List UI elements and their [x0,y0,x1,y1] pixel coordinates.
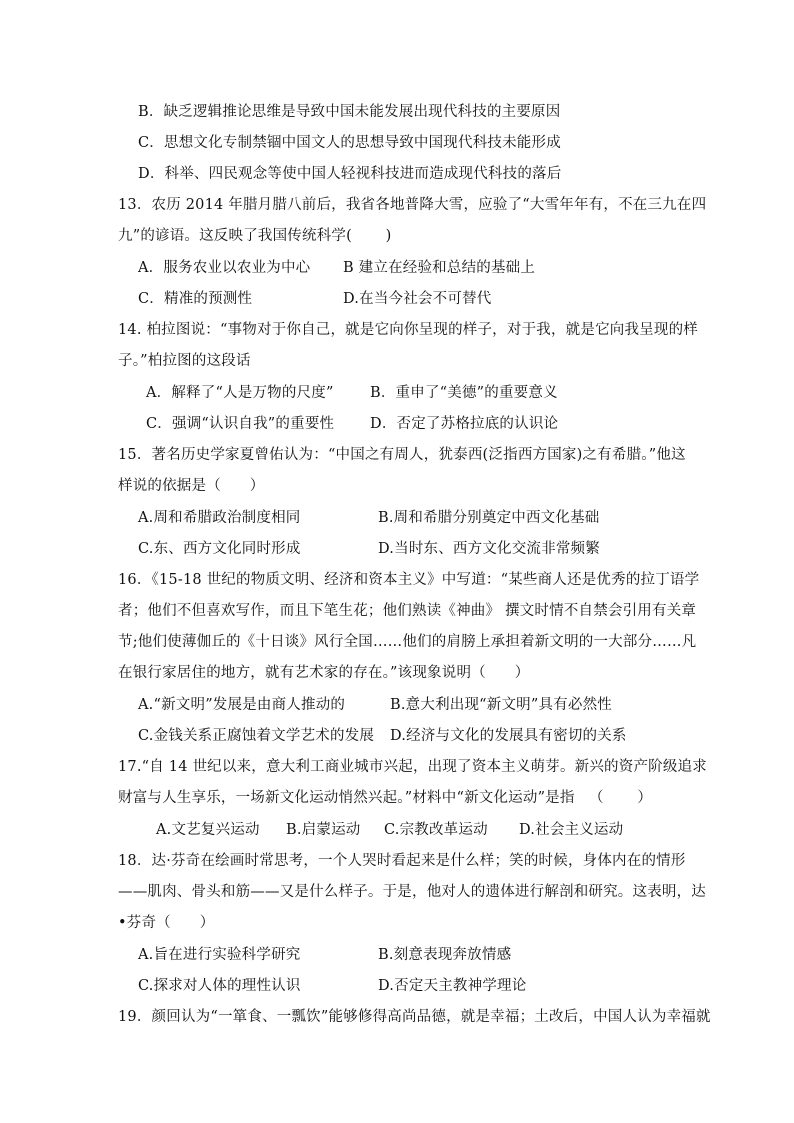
q18-option-b: B.刻意表现奔放情感 [378,947,512,963]
q13-stem-line1: 13．农历 2014 年腊月腊八前后，我省各地普降大雪，应验了“大雪年年有，不在三九在四 [118,197,707,213]
q15-stem-line2: 样说的依据是（ ） [118,478,265,494]
q15-option-d: D.当时东、西方文化交流非常频繁 [378,541,600,557]
q17-stem-line2: 财富与人生享乐，一场新文化运动悄然兴起。”材料中“新文化运动”是指 （ ） [118,790,653,806]
q16-option-d: D.经济与文化的发展具有密切的关系 [390,728,627,744]
q13-option-d: D.在当今社会不可替代 [343,291,492,307]
q12-option-b: B．缺乏逻辑推论思维是导致中国未能发展出现代科技的主要原因 [138,104,561,120]
q14-stem-line2: 子。”柏拉图的这段话 [118,353,251,369]
q17-stem-line1: 17.“自 14 世纪以来，意大利工商业城市兴起，出现了资本主义萌芽。新兴的资产阶级追求 [118,759,707,775]
q17-option-d: D.社会主义运动 [519,822,624,838]
q18-option-d: D.否定天主教神学理论 [378,978,527,994]
q16-stem-line1: 16．《15-18 世纪的物质文明、经济和资本主义》中写道：“某些商人还是优秀的拉丁语学 [118,572,700,588]
q14-option-c: C．强调“认识自我”的重要性 [146,416,335,432]
q15-option-a: A.周和希腊政治制度相同 [138,510,301,526]
q14-option-b: B．重申了“美德”的重要意义 [370,385,558,401]
q18-stem-line3: •芬奇（ ） [118,915,215,931]
q16-option-b: B.意大利出现“新文明”具有必然性 [390,697,612,713]
q16-stem-line4: 在银行家居住的地方，就有艺术家的存在。”该现象说明（ ） [118,665,530,681]
q18-stem-line2: ——肌肉、骨头和筋——又是什么样子。于是，他对人的遗体进行解剖和研究。这表明，达 [118,884,706,900]
q18-option-a: A.旨在进行实验科学研究 [138,947,301,963]
q18-option-c: C.探求对人体的理性认识 [138,978,301,994]
q18-stem-line1: 18．达·芬奇在绘画时常思考，一个人哭时看起来是什么样；笑的时候，身体内在的情形 [118,853,686,869]
q14-option-d: D．否定了苏格拉底的认识论 [370,416,559,432]
q17-option-b: B.启蒙运动 [286,822,361,838]
q15-stem-line1: 15．著名历史学家夏曾佑认为：“中国之有周人，犹泰西(泛指西方国家)之有希腊。”他这 [118,447,686,463]
q14-stem-line1: 14. 柏拉图说：“事物对于你自己，就是它向你呈现的样子，对于我，就是它向我呈现的样 [118,322,698,338]
q13-option-a: A．服务农业以农业为中心 [138,260,311,276]
q13-stem-line2: 九”的谚语。这反映了我国传统科学( ) [118,228,392,244]
q16-stem-line3: 节;他们使薄伽丘的《十日谈》风行全国……他们的肩膀上承担着新文明的一大部分……凡 [118,634,697,650]
q12-option-c: C．思想文化专制禁锢中国文人的思想导致中国现代科技未能形成 [138,135,561,151]
q16-option-c: C.金钱关系正腐蚀着文学艺术的发展 [138,728,375,744]
q17-option-c: C.宗教改革运动 [384,822,488,838]
q16-option-a: A.“新文明”发展是由商人推动的 [138,697,346,713]
q15-option-c: C.东、西方文化同时形成 [138,541,301,557]
q13-option-c: C．精准的预测性 [138,291,253,307]
q12-option-d: D．科举、四民观念等使中国人轻视科技进而造成现代科技的落后 [138,166,562,182]
q13-option-b: B 建立在经验和总结的基础上 [343,260,536,276]
q15-option-b: B.周和希腊分别奠定中西文化基础 [378,510,600,526]
q16-stem-line2: 者；他们不但喜欢写作，而且下笔生花；他们熟读《神曲》 撰文时情不自禁会引用有关章 [118,603,697,619]
q17-option-a: A.文艺复兴运动 [156,822,260,838]
q14-option-a: A．解释了“人是万物的尺度” [146,385,334,401]
q19-stem-line1: 19．颜回认为“一箪食、一瓢饮”能够修得高尚品德，就是幸福；土改后，中国人认为幸福就 [118,1009,711,1025]
